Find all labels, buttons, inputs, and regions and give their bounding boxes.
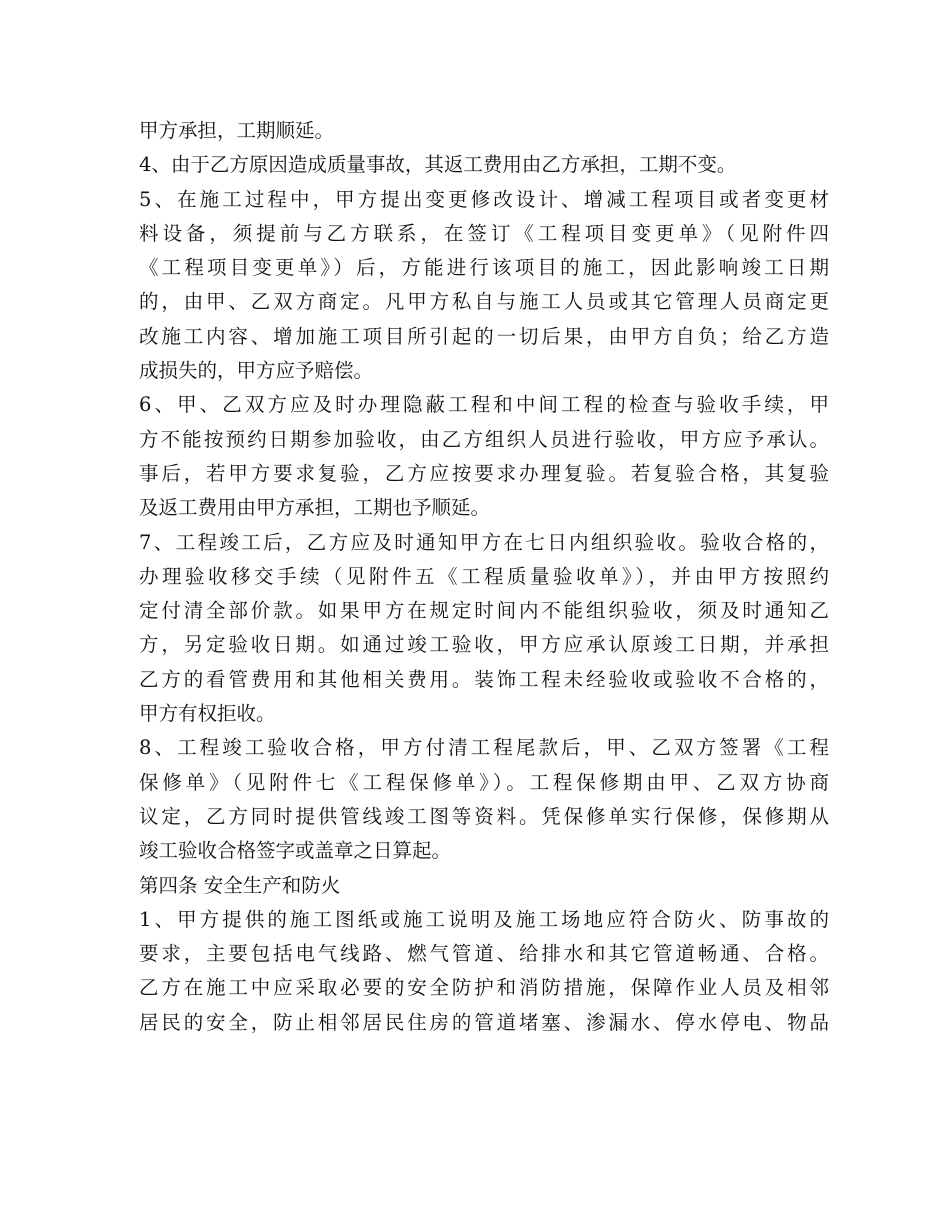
- text-line: 4、由于乙方原因造成质量事故，其返工费用由乙方承担，工期不变。: [139, 153, 737, 177]
- text-line: 甲方有权拒收。: [139, 702, 276, 726]
- text-line: 《工程项目变更单》）后，方能进行该项目的施工，因此影响竣工日期: [139, 256, 829, 280]
- text-line: 要求，主要包括电气线路、燃气管道、给排水和其它管道畅通、合格。: [139, 942, 829, 966]
- text-line: 方不能按预约日期参加验收，由乙方组织人员进行验收，甲方应予承认。: [139, 427, 829, 451]
- text-line: 竣工验收合格签字或盖章之日算起。: [139, 839, 452, 863]
- text-line: 乙方的看管费用和其他相关费用。装饰工程未经验收或验收不合格的，: [139, 667, 829, 691]
- text-line: 甲方承担，工期顺延。: [139, 119, 335, 142]
- text-line: 办理验收移交手续（见附件五《工程质量验收单》），并由甲方按照约: [139, 564, 829, 588]
- text-line: 事后，若甲方要求复验，乙方应按要求办理复验。若复验合格，其复验: [139, 461, 829, 485]
- text-line: 乙方在施工中应采取必要的安全防护和消防措施，保障作业人员及相邻: [139, 976, 829, 1000]
- text-line: 7、工程竣工后，乙方应及时通知甲方在七日内组织验收。验收合格的，: [139, 530, 829, 554]
- text-line: 的，由甲、乙双方商定。凡甲方私自与施工人员或其它管理人员商定更: [139, 290, 829, 314]
- text-line: 改施工内容、增加施工项目所引起的一切后果，由甲方自负；给乙方造: [139, 324, 829, 348]
- text-line: 方，另定验收日期。如通过竣工验收，甲方应承认原竣工日期，并承担: [139, 633, 829, 657]
- text-line: 6、甲、乙双方应及时办理隐蔽工程和中间工程的检查与验收手续，甲: [139, 393, 829, 417]
- text-line: 8、工程竣工验收合格，甲方付清工程尾款后，甲、乙双方签署《工程: [139, 736, 829, 760]
- text-line: 议定，乙方同时提供管线竣工图等资料。凭保修单实行保修，保修期从: [139, 804, 829, 828]
- text-line: 1、甲方提供的施工图纸或施工说明及施工场地应符合防火、防事故的: [139, 907, 829, 931]
- text-line: 料设备，须提前与乙方联系，在签订《工程项目变更单》（见附件四: [139, 221, 829, 245]
- contract-body-text: [139, 114, 829, 1040]
- text-line: 居民的安全，防止相邻居民住房的管道堵塞、渗漏水、停水停电、物品: [139, 1010, 829, 1034]
- text-line: 保修单》（见附件七《工程保修单》）。工程保修期由甲、乙双方协商: [139, 770, 829, 794]
- section-heading: 第四条 安全生产和防火: [139, 873, 341, 897]
- text-line: 成损失的，甲方应予赔偿。: [139, 359, 374, 383]
- text-line: 定付清全部价款。如果甲方在规定时间内不能组织验收，须及时通知乙: [139, 599, 829, 623]
- text-line: 5、在施工过程中，甲方提出变更修改设计、增减工程项目或者变更材: [139, 187, 829, 211]
- text-line: 及返工费用由甲方承担，工期也予顺延。: [139, 496, 491, 520]
